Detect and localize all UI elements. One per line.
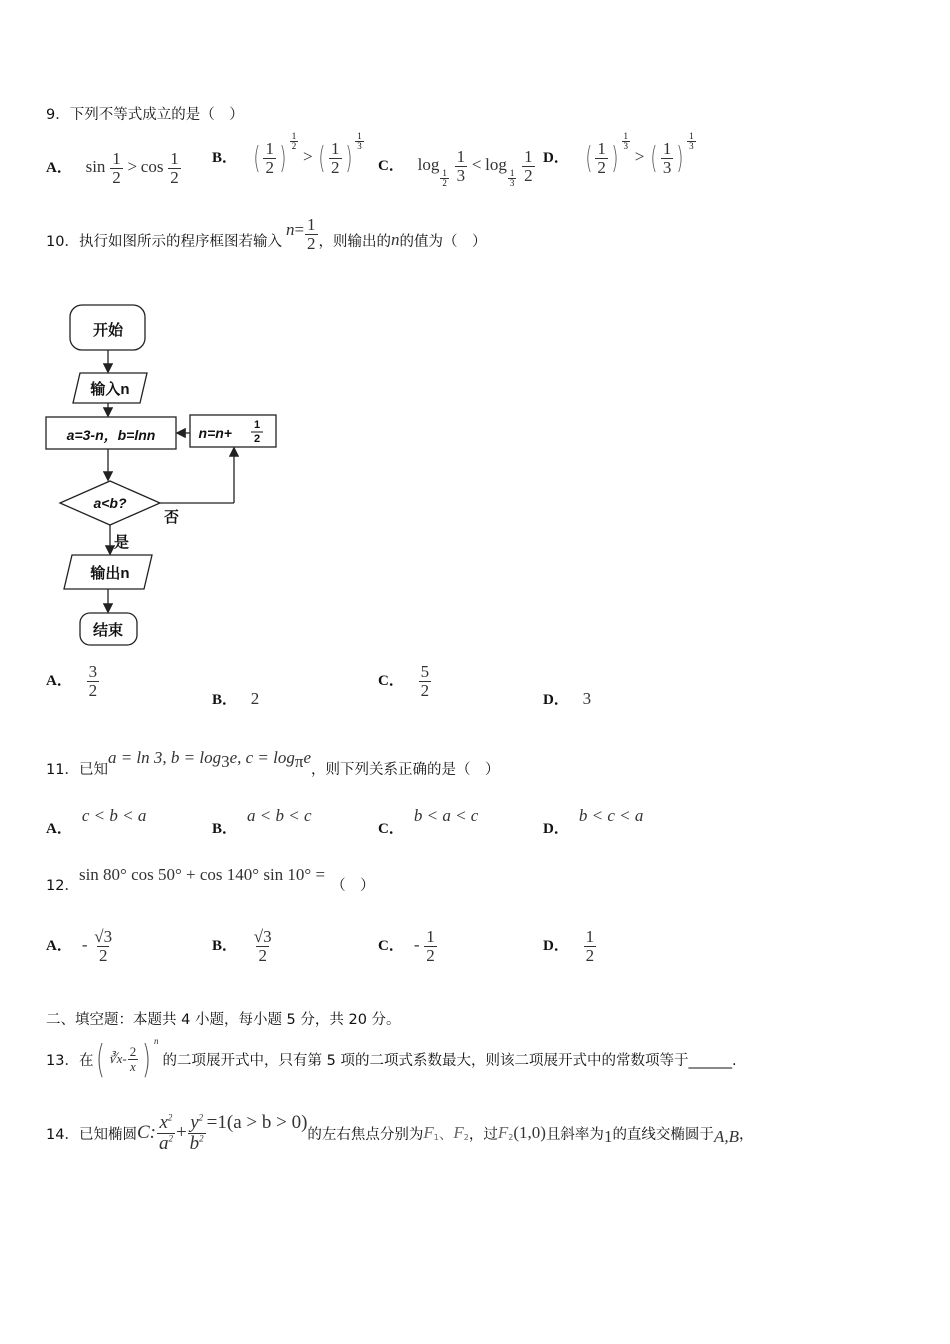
q10-stem: 10．执行如图所示的程序框图若输入 n = $\frac{1}{2}$ ，则输出的 n 的值为（ ） — [46, 215, 487, 253]
flow-decision-text: a<b? — [93, 495, 127, 511]
q11-stem: 11．已知 a = ln 3, b = log 3 e, c = log π e ，则下列关系正确的是（ ） — [46, 747, 500, 778]
flow-update-frac-d: 2 — [253, 433, 261, 445]
q10-option-a: A． $\frac{3}{2}$ — [46, 662, 98, 700]
q11-option-c: C．b < a < c — [378, 806, 479, 837]
q12-option-b: B． $\frac{√3}{2}$ — [212, 927, 272, 965]
q12-option-d: D． $\frac{1}{2}$ — [543, 927, 595, 965]
q14-stem: 14．已知椭圆 C: $\frac{x^2}{a^2}$ + $\frac{y^2}{b^2}$ =1(a > b > 0) 的左右焦点分别为 F 1 、 F 2 ，过 F 2 (1,0) 且斜率为 1 的直线交椭圆于 A,B ， — [46, 1112, 754, 1154]
q11-option-b: B．a < b < c — [212, 806, 312, 837]
option-label: A． — [46, 159, 72, 176]
q11-option-a: A．c < b < a — [46, 806, 147, 837]
flow-process-text: a=3-n，b=lnn — [66, 427, 156, 443]
flow-update-text: n=n+ — [198, 425, 232, 441]
q10-option-b: B． 2 — [212, 689, 260, 708]
q12-stem: 12． sin 80° cos 50° + cos 140° sin 10° = （ ） — [46, 864, 375, 894]
q9-option-d: D． ( $\frac{1}{2}$ ) $\frac{1}{3}$ > ( $\frac{1}{3}$ ) $\frac{1}{3}$ — [543, 131, 694, 177]
flow-update-frac-n: 1 — [253, 419, 261, 431]
q9-option-a: A． sin $\frac{1}{2}$ > cos $\frac{1}{2}$ — [46, 149, 179, 187]
flowchart — [30, 295, 330, 655]
flow-no-label: 否 — [164, 509, 180, 526]
q12-option-c: C． - $\frac{1}{2}$ — [378, 927, 435, 965]
q9-option-c: C． log $\frac{1}{2}$ $\frac{1}{3}$ < log $\frac{1}{3}$ $\frac{1}{2}$ — [378, 147, 533, 189]
flow-output-text: 输出n — [90, 565, 130, 582]
q13-stem: 13．在 ( ∛x - $\frac{2}{x}$ ) n 的二项展开式中，只有第 5 项的二项式系数最大，则该二项展开式中的常数项等于______. — [46, 1036, 737, 1081]
flow-input-text: 输入n — [90, 381, 130, 398]
q9-stem: 9．下列不等式成立的是（ ） — [46, 107, 244, 123]
q12-option-a: A． - $\frac{√3}{2}$ — [46, 927, 113, 965]
flow-yes-label: 是 — [114, 534, 130, 551]
q9-option-b: B． ( $\frac{1}{2}$ ) $\frac{1}{2}$ > ( $\frac{1}{2}$ ) $\frac{1}{3}$ — [212, 131, 362, 177]
section-2-heading: 二、填空题：本题共 4 小题，每小题 5 分，共 20 分。 — [46, 1012, 401, 1028]
q11-option-d: D．b < c < a — [543, 806, 644, 837]
flow-end-text: 结束 — [92, 622, 124, 639]
q10-option-c: C． $\frac{5}{2}$ — [378, 662, 430, 700]
flow-start-text: 开始 — [92, 322, 124, 339]
q10-option-d: D． 3 — [543, 689, 592, 708]
